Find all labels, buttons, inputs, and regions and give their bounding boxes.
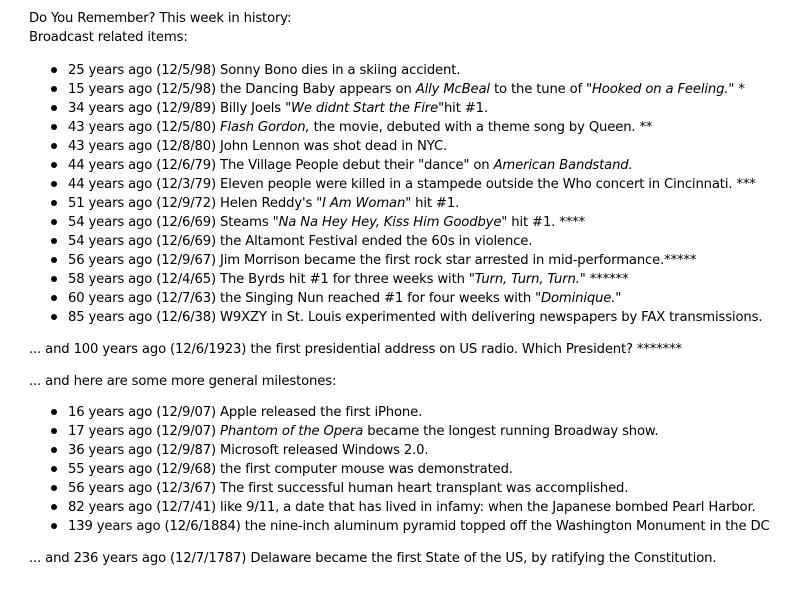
list-item: 139 years ago (12/6/1884) the nine-inch aluminum pyramid topped off the Washington Monument in the DC: [29, 517, 804, 536]
list-item: 25 years ago (12/5/98) Sonny Bono dies in a skiing accident.: [29, 61, 804, 80]
list-item: 51 years ago (12/9/72) Helen Reddy's "I Am Woman" hit #1.: [29, 194, 804, 213]
section-heading-general: ... and here are some more general milestones:: [29, 374, 337, 389]
list-item: 15 years ago (12/5/98) the Dancing Baby appears on Ally McBeal to the tune of "Hooked on a Feeling." *: [29, 80, 804, 99]
list-item: 85 years ago (12/6/38) W9XZY in St. Louis experimented with delivering newspapers by FAX transmissions.: [29, 308, 804, 327]
list-item: 44 years ago (12/6/79) The Village People debut their "dance" on American Bandstand.: [29, 156, 804, 175]
list-item: 82 years ago (12/7/41) like 9/11, a date that has lived in infamy: when the Japanese bombed Pearl Harbor.: [29, 498, 804, 517]
list-item: 43 years ago (12/8/80) John Lennon was shot dead in NYC.: [29, 137, 804, 156]
list-item: 58 years ago (12/4/65) The Byrds hit #1 for three weeks with "Turn, Turn, Turn." ******: [29, 270, 804, 289]
list-item: 34 years ago (12/9/89) Billy Joels "We didnt Start the Fire"hit #1.: [29, 99, 804, 118]
list-item: 54 years ago (12/6/69) the Altamont Festival ended the 60s in violence.: [29, 232, 804, 251]
list-item: 60 years ago (12/7/63) the Singing Nun reached #1 for four weeks with "Dominique.": [29, 289, 804, 308]
list-item: 55 years ago (12/9/68) the first computer mouse was demonstrated.: [29, 460, 804, 479]
list-item: 56 years ago (12/9/67) Jim Morrison became the first rock star arrested in mid-performance.*****: [29, 251, 804, 270]
list-item: 56 years ago (12/3/67) The first successful human heart transplant was accomplished.: [29, 479, 804, 498]
list-item: 17 years ago (12/9/07) Phantom of the Opera became the longest running Broadway show.: [29, 422, 804, 441]
broadcast-list: [29, 61, 804, 327]
list-item: 16 years ago (12/9/07) Apple released the first iPhone.: [29, 403, 804, 422]
closing-note: ... and 236 years ago (12/7/1787) Delaware became the first State of the US, by ratifying the Constitution.: [29, 551, 717, 566]
list-item: 43 years ago (12/5/80) Flash Gordon, the movie, debuted with a theme song by Queen. **: [29, 118, 804, 137]
radio-note: ... and 100 years ago (12/6/1923) the first presidential address on US radio. Which President? *******: [29, 342, 683, 357]
list-item: 36 years ago (12/9/87) Microsoft released Windows 2.0.: [29, 441, 804, 460]
section-heading-broadcast: Broadcast related items:: [29, 30, 188, 45]
list-item: 54 years ago (12/6/69) Steams "Na Na Hey Hey, Kiss Him Goodbye" hit #1. ****: [29, 213, 804, 232]
general-list: [29, 403, 804, 536]
list-item: 44 years ago (12/3/79) Eleven people were killed in a stampede outside the Who concert in Cincinnati. ***: [29, 175, 804, 194]
page-title: Do You Remember? This week in history:: [29, 11, 292, 26]
